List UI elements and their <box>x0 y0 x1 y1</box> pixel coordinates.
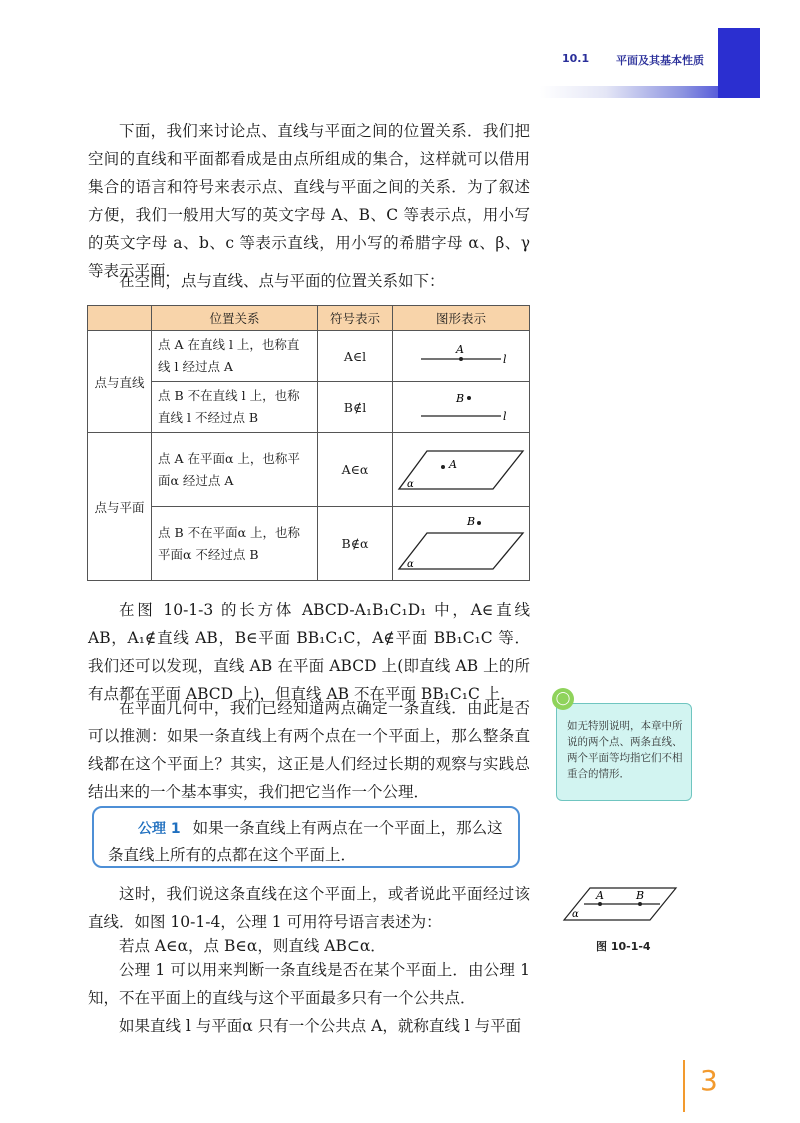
point-a <box>441 465 445 469</box>
axiom-text: 如果一条直线上有两点在一个平面上，那么这条直线上所有的点都在这个平面上． <box>108 819 503 864</box>
table-figure-cell <box>393 433 530 507</box>
formula-line: 若点 A∈α，点 B∈α，则直线 AB⊂α． <box>119 937 386 955</box>
paragraph-intersect: 如果直线 l 与平面α 只有一个公共点 A，就称直线 l 与平面 <box>119 1017 522 1035</box>
side-note-text: 如无特别说明，本章中所说的两个点、两条直线、两个平面等均指它们不相重合的情形． <box>567 720 683 780</box>
table-description-cell: 点 A 在平面α 上，也称平面α 经过点 A <box>152 433 318 507</box>
point-in-plane-figure <box>393 433 530 506</box>
point-label: B <box>636 889 645 902</box>
point-off-line-figure <box>393 382 530 432</box>
position-relation-table <box>87 305 530 581</box>
table-row <box>88 433 530 507</box>
table-header-cell: 图形表示 <box>393 306 530 331</box>
plane-label: α <box>407 559 414 570</box>
table-figure-cell <box>393 331 530 382</box>
table-figure-cell <box>393 382 530 433</box>
section-number: 10.1 <box>562 52 590 65</box>
line-label: l <box>503 353 507 366</box>
point-b <box>638 902 642 906</box>
point-a <box>459 357 463 361</box>
table-figure-cell <box>393 507 530 581</box>
point-label: A <box>449 458 457 471</box>
table-header-cell: 位置关系 <box>152 306 318 331</box>
table-symbol-cell: B∉α <box>318 507 393 581</box>
point-a <box>598 902 602 906</box>
table-header-row <box>88 306 530 331</box>
axiom-1-box <box>92 806 520 868</box>
point-b <box>467 396 471 400</box>
table-symbol-cell: A∈α <box>318 433 393 507</box>
axiom-label: 公理 1 <box>138 821 181 837</box>
line-label: l <box>503 410 507 423</box>
point-on-line-figure <box>393 331 530 381</box>
point-label: A <box>456 343 464 356</box>
table-description-cell: 点 B 不在平面α 上，也称平面α 不经过点 B <box>152 507 318 581</box>
plane-label: α <box>572 909 579 920</box>
point-label: B <box>456 392 465 405</box>
paragraph-axiom-use: 公理 1 可以用来判断一条直线是否在某个平面上．由公理 1 知，不在平面上的直线与这个平面最多只有一个公共点． <box>88 961 530 1007</box>
table-description-cell: 点 B 不在直线 l 上，也称直线 l 不经过点 B <box>152 382 318 433</box>
table-header-cell: 符号表示 <box>318 306 393 331</box>
plane-alpha <box>399 451 523 489</box>
side-note <box>556 703 692 801</box>
paragraph-notation: 这时，我们说这条直线在这个平面上，或者说此平面经过该直线．如图 10-1-4，公理 1 可用符号语言表述为： <box>88 885 530 931</box>
table-row <box>88 331 530 382</box>
lightbulb-icon: ◯ <box>552 688 574 710</box>
table-symbol-cell: A∈l <box>318 331 393 382</box>
table-header-cell-empty <box>88 306 152 331</box>
paragraph-intro: 下面，我们来讨论点、直线与平面之间的位置关系．我们把空间的直线和平面都看成是由点所组成的集合，这样就可以借用集合的语言和符号来表示点、直线与平面之间的关系．为了叙述方便，我们一般用大写的英文字母 A、B、C 等表示点，用小写的英文字母 a、b、c 等表示直线，用小写的希腊字母 α、β、γ 等表示平面． <box>88 122 530 280</box>
header-accent-bar <box>718 28 760 98</box>
paragraph-axiom-intro: 在平面几何中，我们已经知道两点确定一条直线．由此是否可以推测：如果一条直线上有两个点在一个平面上，那么整条直线都在这个平面上？其实，这正是人们经过长期的观察与实践总结出来的一个基本事实，我们把它当作一个公理． <box>88 699 530 801</box>
table-symbol-cell: B∉l <box>318 382 393 433</box>
plane-alpha <box>399 533 523 569</box>
figure-caption: 图 10-1-4 <box>596 940 651 953</box>
section-title: 平面及其基本性质 <box>616 54 704 67</box>
point-label: A <box>596 889 604 902</box>
figure-10-1-4 <box>560 884 680 926</box>
paragraph-table-intro: 在空间，点与直线、点与平面的位置关系如下： <box>119 272 445 290</box>
plane-label: α <box>407 479 414 490</box>
paragraph-cuboid: 在图 10-1-3 的长方体 ABCD-A₁B₁C₁D₁ 中，A∈直线 AB，A₁∉直线 AB，B∈平面 BB₁C₁C，A∉平面 BB₁C₁C 等．我们还可以发现，直线 AB 在平面 ABCD 上(即直线 AB 上的所有点都在平面 ABCD 上)，但直线 AB 不在平面 BB₁C₁C 上． <box>88 601 530 703</box>
table-description-cell: 点 A 在直线 l 上，也称直线 l 经过点 A <box>152 331 318 382</box>
point-label: B <box>467 515 476 528</box>
page-number: 3 <box>700 1064 718 1097</box>
page-number-divider <box>683 1060 685 1112</box>
point-off-plane-figure <box>393 507 530 580</box>
point-b <box>477 521 481 525</box>
table-category-cell: 点与直线 <box>88 331 152 433</box>
table-category-cell: 点与平面 <box>88 433 152 581</box>
table-row <box>88 507 530 581</box>
table-row <box>88 382 530 433</box>
